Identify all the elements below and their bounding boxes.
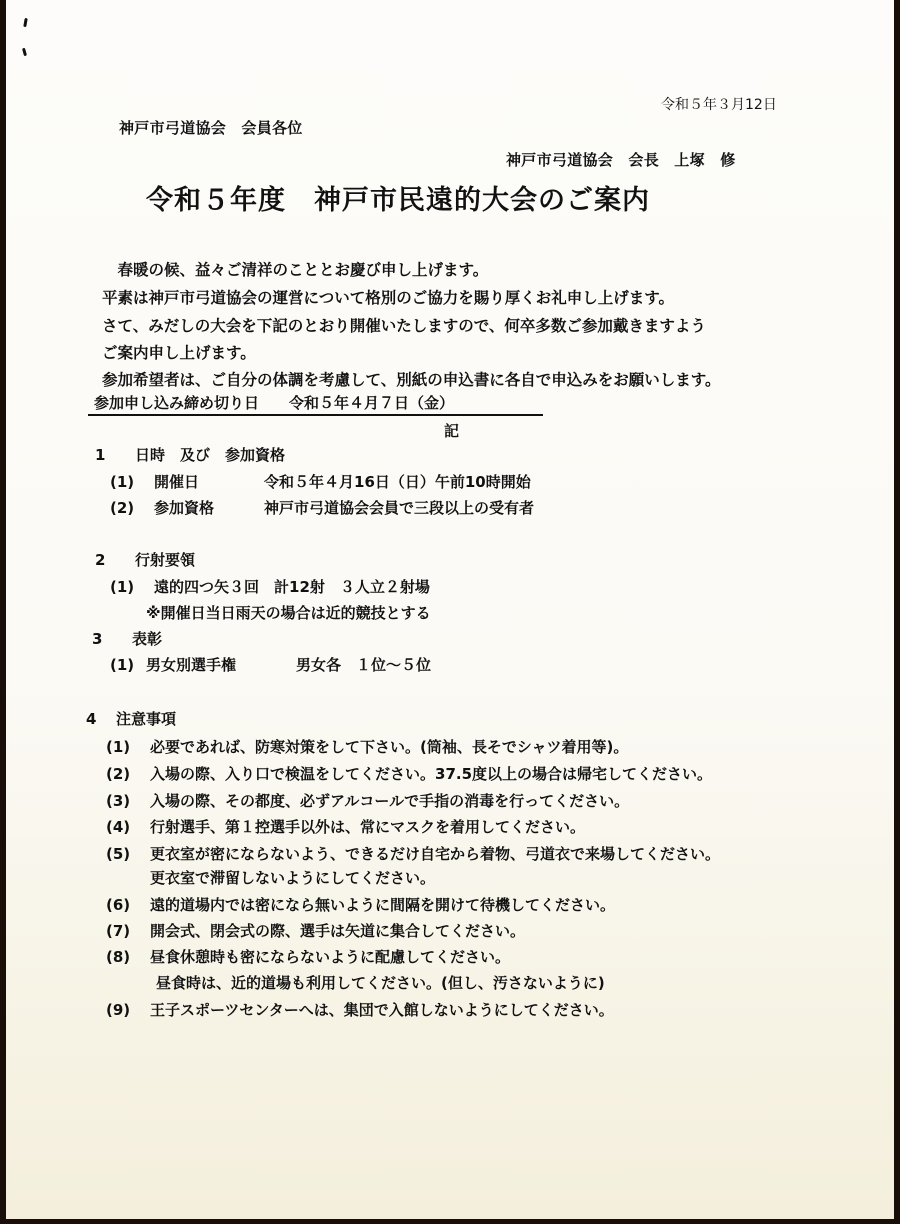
punch-mark [22,48,27,57]
intro-line: ご案内申し上げます。 [102,344,256,362]
section-heading: 4 注意事項 [86,710,177,728]
intro-line: 参加希望者は、ご自分の体調を考慮して、別紙の申込書に各自で申込みをお願いします。 [102,371,721,389]
intro-line: 春暖の候、益々ご清祥のこととお慶び申し上げます。 [102,261,489,279]
caution-item: (2) 入場の際、入り口で検温をしてください。37.5度以上の場合は帰宅してください。 [106,765,713,783]
document-date: 令和５年３月12日 [661,97,777,113]
caution-item: (6) 遠的道場内では密になら無いように間隔を開けて待機してください。 [106,896,616,914]
section-item: (1) 開催日 令和５年４月16日（日）午前10時開始 [110,473,531,491]
document-page [6,0,894,1219]
punch-mark [23,18,28,27]
section-heading: 3 表彰 [92,630,163,648]
section-heading: 2 行射要領 [95,551,196,569]
deadline-value: 令和５年４月７日（金） [289,394,455,412]
section-note: ※開催日当日雨天の場合は近的競技とする [146,604,431,622]
caution-item: (3) 入場の際、その都度、必ずアルコールで手指の消毒を行ってください。 [106,792,630,810]
section-item: (2) 参加資格 神戸市弓道協会会員で三段以上の受有者 [110,499,535,517]
caution-item: (9) 王子スポーツセンターへは、集団で入館しないようにしてください。 [106,1001,614,1019]
section-item: (1) 男女別選手権 男女各 １位～５位 [110,656,432,674]
caution-item: (7) 開会式、閉会式の際、選手は矢道に集合してください。 [106,922,526,940]
section-item: (1) 遠的四つ矢３回 計12射 ３人立２射場 [110,578,430,596]
section-heading: 1 日時 及び 参加資格 [95,446,286,464]
caution-item-continued: 更衣室で滞留しないようにしてください。 [150,869,436,887]
deadline-line [88,392,543,416]
caution-item: (4) 行射選手、第１控選手以外は、常にマスクを着用してください。 [106,818,586,836]
document-title: 令和５年度 神戸市民遠的大会のご案内 [146,185,650,216]
intro-line: さて、みだしの大会を下記のとおり開催いたしますので、何卒多数ご参加戴きますよう [102,317,706,335]
addressee: 神戸市弓道協会 会員各位 [119,119,303,137]
caution-item: (8) 昼食休憩時も密にならないように配慮してください。 [106,948,511,966]
sender: 神戸市弓道協会 会長 上塚 修 [506,151,736,169]
caution-item: (5) 更衣室が密にならないよう、できるだけ自宅から着物、弓道衣で来場してください。 [106,845,721,863]
caution-item-continued: 昼食時は、近的道場も利用してください。(但し、汚さないように) [156,974,605,992]
intro-line: 平素は神戸市弓道協会の運営について格別のご協力を賜り厚くお礼申し上げます。 [102,289,674,307]
caution-item: (1) 必要であれば、防寒対策をして下さい。(筒袖、長そでシャツ着用等)。 [106,738,629,756]
ki-heading: 記 [444,422,460,440]
deadline-label: 参加申し込み締め切り日 [94,394,260,412]
